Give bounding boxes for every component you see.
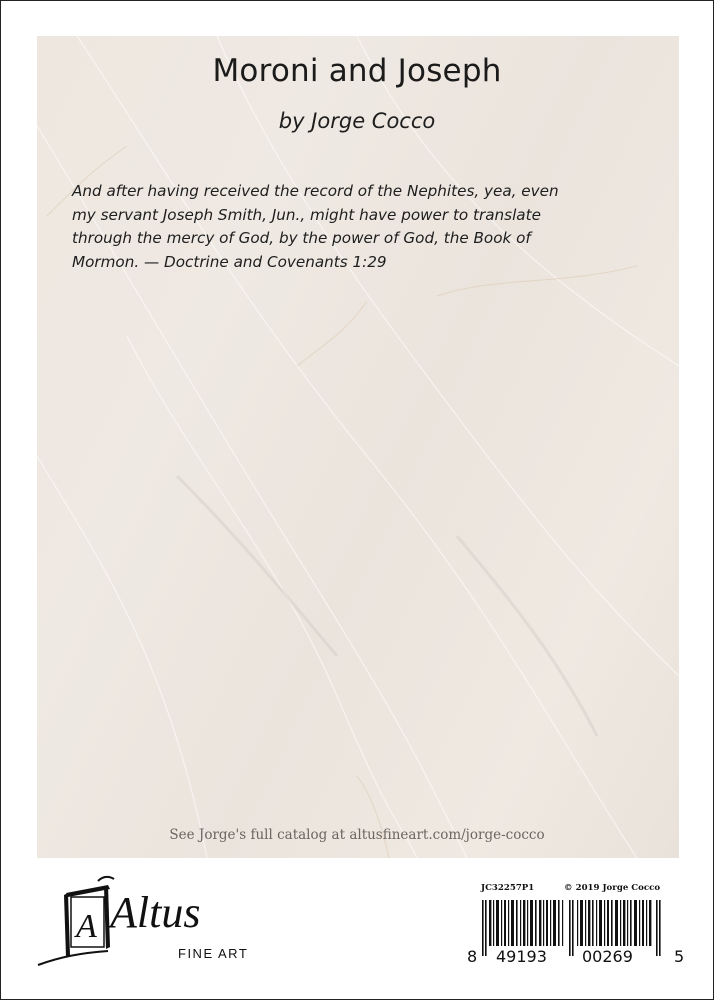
quote-line: And after having received the record of the Nephites, yea, even [72,182,559,200]
marble-background [37,36,679,858]
catalog-note: See Jorge's full catalog at altusfineart.com/jorge-cocco [169,827,545,843]
brand-subtitle: FINE ART [178,946,249,961]
scripture-quote [72,180,652,274]
copyright-notice: © 2019 Jorge Cocco [564,883,661,893]
card-title: Moroni and Joseph [212,53,502,89]
barcode-digit-group: 8 [467,947,478,966]
svg-text:A: A [76,908,97,945]
quote-line: through the mercy of God, by the power of God, the Book of [72,229,531,247]
product-sku: JC32257P1 [481,883,535,893]
brand-name: Altus [110,888,201,937]
quote-line: my servant Joseph Smith, Jun., might have power to translate [72,205,541,224]
barcode-digit-group: 49193 [496,947,547,966]
quote-line: Mormon. — Doctrine and Covenants 1:29 [72,252,387,271]
barcode-digit-group: 00269 [582,947,633,966]
artist-byline: by Jorge Cocco [278,109,436,133]
barcode-digit-group: 5 [674,947,685,966]
